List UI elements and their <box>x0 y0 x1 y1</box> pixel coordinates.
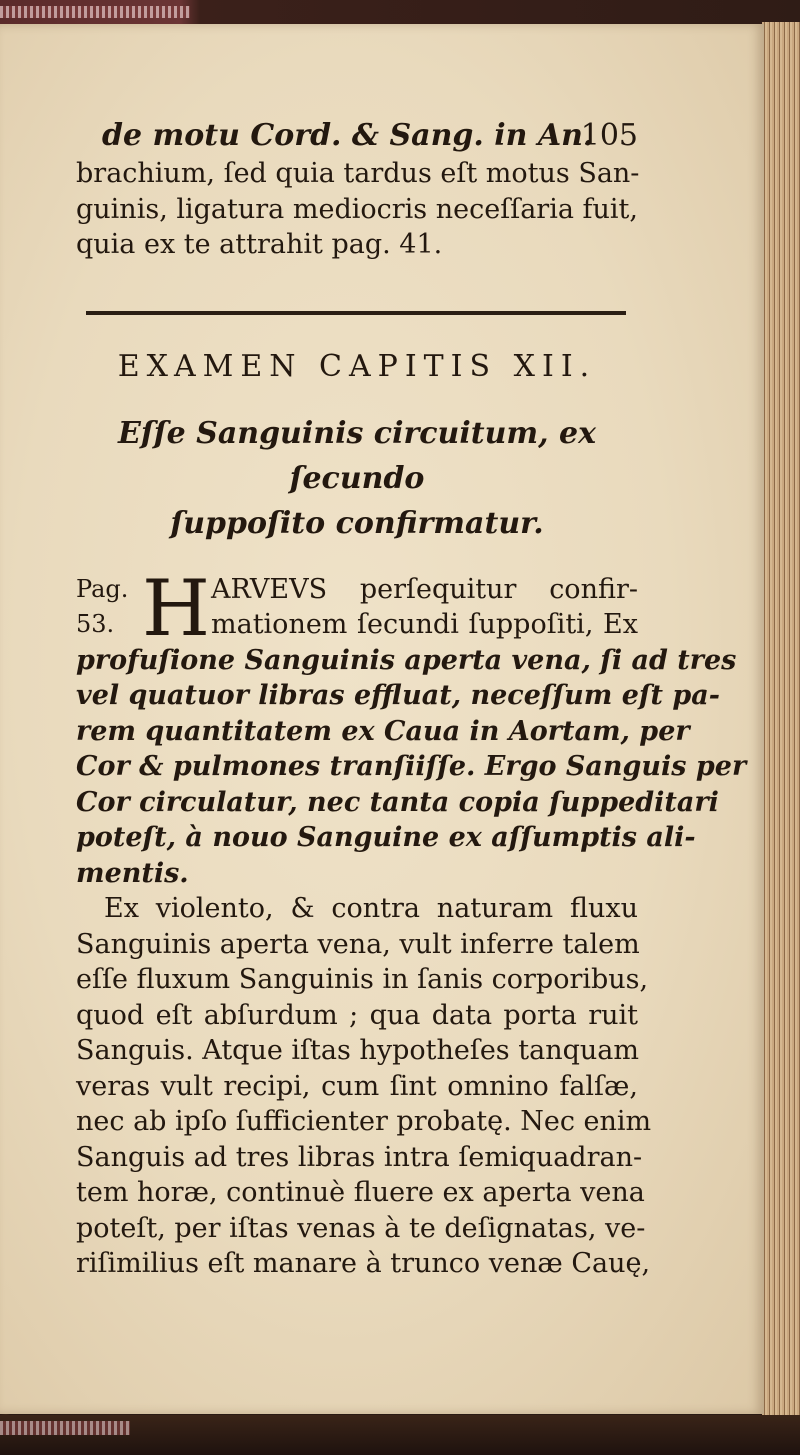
text-line: nec ab ipſo ſufficienter probatę. Nec enim <box>76 1106 652 1137</box>
text-line: eſſe fluxum Sanguinis in ſanis corporibus, <box>76 964 649 995</box>
text-line: mentis. <box>76 857 189 889</box>
intro-paragraph <box>76 156 638 263</box>
text-line: guinis, ligatura mediocris neceſſaria fuit, <box>76 193 638 225</box>
text-line: rem quantitatem ex Caua in Aortam, per <box>76 715 690 747</box>
running-head-title: de motu Cord. & Sang. in An. <box>102 118 594 153</box>
subtitle-line: ſuppoſito confirmatur. <box>170 505 544 541</box>
margin-reference-number: 53. <box>76 610 115 638</box>
text-line: Cor & pulmones tranſiiſſe. Ergo Sanguis per <box>76 751 747 782</box>
drop-cap-lines <box>211 572 638 643</box>
margin-reference-page: Pag. <box>76 574 129 603</box>
chapter-heading: EXAMEN CAPITIS XII. <box>117 348 597 384</box>
text-line: Sanguinis aperta vena, vult inferre talem <box>76 928 640 960</box>
text-line: veras vult recipi, cum ſint omnino falſæ, <box>76 1070 638 1102</box>
subtitle-line: Eſſe Sanguinis circuitum, ex ſecundo <box>117 415 597 496</box>
text-line: profuſione Sanguinis aperta vena, ſi ad tres <box>76 644 737 676</box>
page-number: 105 <box>580 118 638 153</box>
headband <box>0 6 190 18</box>
text-line: Cor circulatur, nec tanta copia ſuppeditari <box>76 786 719 818</box>
text-line: ARVEVS perſequitur confir- <box>211 573 638 605</box>
drop-cap: H <box>142 563 211 654</box>
page <box>0 24 764 1414</box>
text-line: brachium, ſed quia tardus eſt motus San- <box>76 158 640 189</box>
text-line: tem horæ, continuè fluere ex aperta vena <box>76 1177 645 1208</box>
text-line: vel quatuor libras effluat, neceſſum eſt pa- <box>76 680 720 711</box>
tailband <box>0 1421 130 1435</box>
running-head <box>76 116 638 156</box>
page-text <box>76 116 747 1282</box>
text-line: Ex violento, & contra naturam fluxu <box>104 893 638 924</box>
book-bottom-edge <box>0 1415 800 1455</box>
text-line: poteſt, per iſtas venas à te deſignatas, ve- <box>76 1212 646 1244</box>
text-line: poteſt, à nouo Sanguine ex aſſumptis ali- <box>76 822 696 853</box>
text-line: Sanguis. Atque iſtas hypotheſes tanquam <box>76 1035 639 1066</box>
text-line: mationem ſecundi ſuppoſiti, Ex <box>211 609 638 640</box>
margin-reference <box>76 572 128 643</box>
main-paragraph <box>76 563 747 1282</box>
text-line: riſimilius eſt manare à trunco venæ Cauę, <box>76 1248 651 1279</box>
chapter-subtitle <box>76 411 638 546</box>
page-edges <box>762 22 800 1422</box>
quoted-passage <box>76 643 747 892</box>
text-line: Sanguis ad tres libras intra ſemiquadran- <box>76 1141 643 1173</box>
book-top-edge <box>0 0 800 26</box>
text-line: quod eſt abſurdum ; qua data porta ruit <box>76 999 638 1031</box>
body-paragraph <box>76 891 652 1282</box>
horizontal-rule <box>86 311 626 315</box>
text-line: quia ex te attrahit pag. 41. <box>76 229 443 260</box>
